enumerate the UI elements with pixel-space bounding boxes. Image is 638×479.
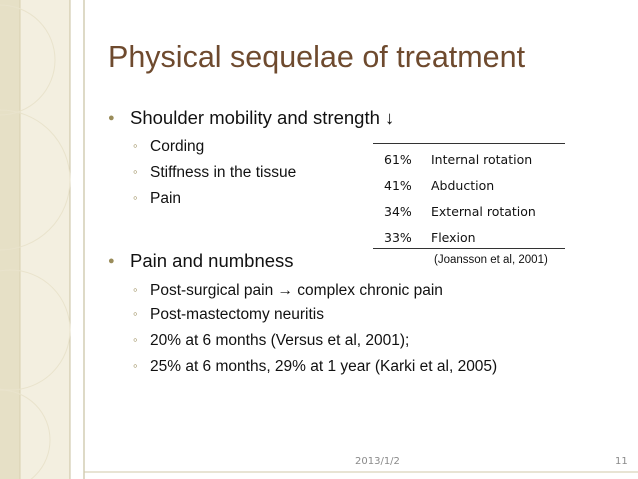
slide-title: Physical sequelae of treatment: [108, 40, 526, 74]
table-row: [373, 144, 565, 170]
bullet-marker-icon: ●: [108, 255, 115, 267]
footer-date: 2013/1/2: [355, 456, 400, 467]
sub-bullet-text: 25% at 6 months, 29% at 1 year (Karki et al, 2005): [150, 358, 498, 375]
sub-bullet-text: 20% at 6 months (Versus et al, 2001);: [150, 332, 410, 349]
table-pct: 41%: [384, 178, 412, 193]
sub-bullet-marker-icon: ◦: [133, 282, 138, 297]
sub-bullet-text: Stiffness in the tissue: [150, 164, 297, 181]
table-row: [373, 170, 565, 196]
sub-bullet-marker-icon: ◦: [133, 332, 138, 347]
sub-bullet-marker-icon: ◦: [133, 138, 138, 153]
slide-number: 11: [615, 456, 628, 467]
sub-bullet-marker-icon: ◦: [133, 306, 138, 321]
sub-bullet-marker-icon: ◦: [133, 358, 138, 373]
table-label: External rotation: [431, 204, 536, 219]
sub-bullet-pain: [133, 190, 182, 208]
sub-bullet-text: Pain: [150, 190, 182, 207]
table-pct: 34%: [384, 204, 412, 219]
sub-bullet-text: Cording: [150, 138, 205, 155]
bullet-shoulder-mobility: [108, 107, 395, 129]
bullet-text: Shoulder mobility and strength ↓: [130, 107, 395, 128]
sub-bullet-karki: [133, 358, 498, 376]
table-label: Internal rotation: [431, 152, 533, 167]
sub-bullet-marker-icon: ◦: [133, 190, 138, 205]
sub-bullet-text: Post-surgical pain → complex chronic pain: [150, 282, 443, 299]
sub-bullet-cording: [133, 138, 205, 156]
table-label: Flexion: [431, 230, 476, 245]
sub-bullet-neuritis: [133, 306, 324, 324]
sub-bullet-text: Post-mastectomy neuritis: [150, 306, 324, 323]
table-row: [373, 196, 565, 222]
sub-bullet-marker-icon: ◦: [133, 164, 138, 179]
sub-bullet-versus: [133, 332, 410, 350]
bullet-text: Pain and numbness: [130, 250, 294, 271]
table-row: [373, 222, 565, 248]
table-pct: 61%: [384, 152, 412, 167]
table-citation: (Joansson et al, 2001): [434, 254, 548, 266]
table-pct: 33%: [384, 230, 412, 245]
bullet-marker-icon: ●: [108, 112, 115, 124]
sub-bullet-postsurgical: [133, 282, 443, 300]
sub-bullet-stiffness: [133, 164, 297, 182]
bullet-pain-numbness: [108, 250, 294, 272]
rotation-table: [373, 143, 565, 249]
table-label: Abduction: [431, 178, 495, 193]
